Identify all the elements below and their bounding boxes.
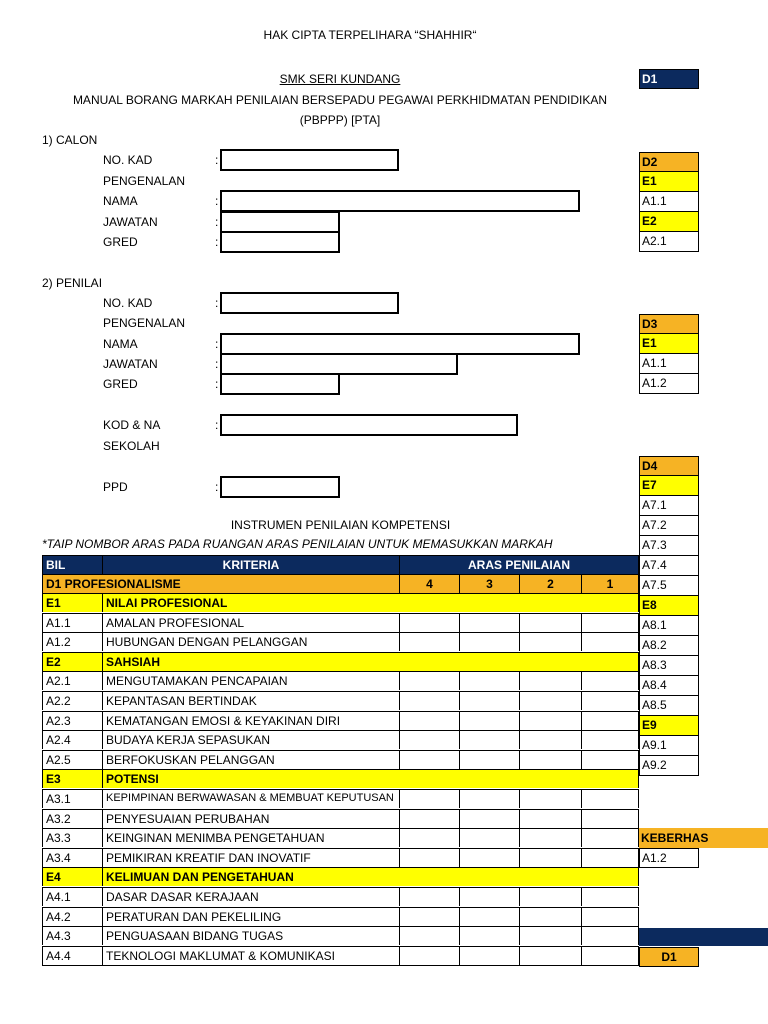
row-code: A2.2 <box>42 691 102 710</box>
criteria-label: TEKNOLOGI MAKLUMAT & KOMUNIKASI <box>102 946 399 965</box>
score-cell-level-4[interactable] <box>399 848 459 867</box>
criteria-label: PENYESUAIAN PERUBAHAN <box>102 809 399 828</box>
penilai-gred-label: GRED <box>103 377 138 391</box>
score-cell-level-3[interactable] <box>459 750 519 769</box>
colon: : <box>215 377 219 391</box>
section-label: POTENSI <box>102 769 639 788</box>
penilai-sekolah-input[interactable] <box>220 414 518 436</box>
score-cell-level-1[interactable] <box>581 828 639 847</box>
side-d2: D2 <box>639 152 699 172</box>
score-cell-level-3[interactable] <box>459 809 519 828</box>
calon-no-kad-input[interactable] <box>220 149 399 171</box>
row-code: A2.3 <box>42 711 102 730</box>
score-cell-level-3[interactable] <box>459 671 519 690</box>
colon: : <box>215 215 219 229</box>
criteria-label: PEMIKIRAN KREATIF DAN INOVATIF <box>102 848 399 867</box>
criteria-label: DASAR DASAR KERAJAAN <box>102 887 399 906</box>
colon: : <box>215 418 219 432</box>
copyright-notice: HAK CIPTA TERPELIHARA “SHAHHIR“ <box>263 28 477 42</box>
penilai-gred-input[interactable] <box>220 373 340 395</box>
col-kriteria-header: KRITERIA <box>102 555 399 574</box>
table-row <box>42 789 639 808</box>
row-code: A2.1 <box>42 671 102 690</box>
section-row <box>42 652 639 671</box>
score-cell-level-3[interactable] <box>459 632 519 651</box>
section-label: NILAI PROFESIONAL <box>102 593 639 612</box>
score-cell-level-4[interactable] <box>399 691 459 710</box>
col-aras-header: ARAS PENILAIAN <box>399 555 639 574</box>
score-cell-level-1[interactable] <box>581 926 639 945</box>
score-cell-level-2[interactable] <box>519 946 581 965</box>
table-row <box>42 613 639 632</box>
table-row <box>42 711 639 730</box>
colon: : <box>215 337 219 351</box>
level-2: 2 <box>519 574 581 593</box>
row-code: A4.4 <box>42 946 102 965</box>
criteria-label: KEPANTASAN BERTINDAK <box>102 691 399 710</box>
colon: : <box>215 480 219 494</box>
score-cell-level-4[interactable] <box>399 613 459 632</box>
score-cell-level-2[interactable] <box>519 828 581 847</box>
side-d4: D4 <box>639 456 699 476</box>
side-e8: E8 <box>639 596 699 616</box>
penilai-sekolah-label: SEKOLAH <box>103 439 160 453</box>
colon: : <box>215 194 219 208</box>
table-row <box>42 730 639 749</box>
score-cell-level-1[interactable] <box>581 613 639 632</box>
score-cell-level-4[interactable] <box>399 926 459 945</box>
domain-label: D1 PROFESIONALISME <box>42 574 399 593</box>
level-1: 1 <box>581 574 639 593</box>
penilai-ppd-input[interactable] <box>220 476 340 498</box>
table-row <box>42 887 639 906</box>
side-a8-3: A8.3 <box>639 656 699 676</box>
side-d1: D1 <box>639 69 699 89</box>
criteria-label: KEINGINAN MENIMBA PENGETAHUAN <box>102 828 399 847</box>
calon-nama-label: NAMA <box>103 194 138 208</box>
penilai-kod-label: KOD & NA <box>103 418 161 432</box>
side-a7-2: A7.2 <box>639 516 699 536</box>
score-cell-level-1[interactable] <box>581 750 639 769</box>
side-a1-2: A1.2 <box>639 374 699 394</box>
side-a7-5: A7.5 <box>639 576 699 596</box>
colon: : <box>215 235 219 249</box>
side-a8-2: A8.2 <box>639 636 699 656</box>
side-a1-1: A1.1 <box>639 192 699 212</box>
score-cell-level-3[interactable] <box>459 691 519 710</box>
score-cell-level-4[interactable] <box>399 828 459 847</box>
criteria-label: KEMATANGAN EMOSI & KEYAKINAN DIRI <box>102 711 399 730</box>
row-code: E3 <box>42 769 102 788</box>
penilai-nama-input[interactable] <box>220 333 580 355</box>
score-cell-level-1[interactable] <box>581 711 639 730</box>
row-code: A3.1 <box>42 789 102 808</box>
table-row <box>42 750 639 769</box>
calon-gred-input[interactable] <box>220 231 340 253</box>
section-row <box>42 867 639 886</box>
score-cell-level-1[interactable] <box>581 946 639 965</box>
side-e7: E7 <box>639 476 699 496</box>
side-a7-1: A7.1 <box>639 496 699 516</box>
row-code: A4.3 <box>42 926 102 945</box>
score-cell-level-1[interactable] <box>581 907 639 926</box>
row-code: A3.2 <box>42 809 102 828</box>
penilai-ppd-label: PPD <box>103 480 128 494</box>
score-cell-level-1[interactable] <box>581 789 639 808</box>
row-code: A3.4 <box>42 848 102 867</box>
instrument-title: INSTRUMEN PENILAIAN KOMPETENSI <box>230 518 451 532</box>
instrument-note: *TAIP NOMBOR ARAS PADA RUANGAN ARAS PENILAIAN UNTUK MEMASUKKAN MARKAH <box>42 537 553 551</box>
penilai-pengenalan-label: PENGENALAN <box>103 316 186 330</box>
row-code: A1.1 <box>42 613 102 632</box>
side-d1-bottom: D1 <box>639 947 699 967</box>
criteria-label: PENGUASAAN BIDANG TUGAS <box>102 926 399 945</box>
criteria-label: PERATURAN DAN PEKELILING <box>102 907 399 926</box>
score-cell-level-2[interactable] <box>519 613 581 632</box>
row-code: A4.1 <box>42 887 102 906</box>
side-e2: E2 <box>639 212 699 232</box>
score-cell-level-3[interactable] <box>459 613 519 632</box>
form-title: MANUAL BORANG MARKAH PENILAIAN BERSEPADU PEGAWAI PERKHIDMATAN PENDIDIKAN <box>72 93 608 107</box>
form-subtitle: (PBPPP) [PTA] <box>299 113 381 127</box>
score-cell-level-2[interactable] <box>519 711 581 730</box>
level-3: 3 <box>459 574 519 593</box>
row-code: E2 <box>42 652 102 671</box>
table-row <box>42 907 639 926</box>
table-header-row <box>42 555 639 574</box>
penilai-jawatan-input[interactable] <box>220 353 458 375</box>
row-code: A2.5 <box>42 750 102 769</box>
score-cell-level-2[interactable] <box>519 730 581 749</box>
school-name: SMK SERI KUNDANG <box>279 72 401 86</box>
side-keberhasilan: KEBERHAS <box>639 828 768 848</box>
score-cell-level-3[interactable] <box>459 711 519 730</box>
score-cell-level-3[interactable] <box>459 926 519 945</box>
score-cell-level-4[interactable] <box>399 671 459 690</box>
score-cell-level-2[interactable] <box>519 809 581 828</box>
score-cell-level-3[interactable] <box>459 907 519 926</box>
colon: : <box>215 357 219 371</box>
penilai-jawatan-label: JAWATAN <box>103 357 158 371</box>
score-cell-level-4[interactable] <box>399 946 459 965</box>
score-cell-level-2[interactable] <box>519 907 581 926</box>
side-a2-1: A2.1 <box>639 232 699 252</box>
colon: : <box>215 296 219 310</box>
table-row <box>42 926 639 945</box>
score-cell-level-2[interactable] <box>519 750 581 769</box>
table-row <box>42 809 639 828</box>
score-cell-level-4[interactable] <box>399 750 459 769</box>
criteria-label: AMALAN PROFESIONAL <box>102 613 399 632</box>
penilai-no-kad-input[interactable] <box>220 292 399 314</box>
criteria-label: BUDAYA KERJA SEPASUKAN <box>102 730 399 749</box>
side-a1-2: A1.2 <box>639 848 699 868</box>
colon: : <box>215 153 219 167</box>
score-cell-level-2[interactable] <box>519 789 581 808</box>
penilai-no-kad-label: NO. KAD <box>103 296 153 310</box>
side-a8-5: A8.5 <box>639 696 699 716</box>
calon-nama-input[interactable] <box>220 190 580 212</box>
side-a9-2: A9.2 <box>639 756 699 776</box>
penilai-heading: 2) PENILAI <box>42 276 103 290</box>
table-row <box>42 671 639 690</box>
score-cell-level-3[interactable] <box>459 887 519 906</box>
score-cell-level-4[interactable] <box>399 907 459 926</box>
score-cell-level-1[interactable] <box>581 848 639 867</box>
table-bottom-border <box>42 965 639 966</box>
score-cell-level-4[interactable] <box>399 887 459 906</box>
score-cell-level-1[interactable] <box>581 691 639 710</box>
side-e9: E9 <box>639 716 699 736</box>
side-e1: E1 <box>639 172 699 192</box>
section-row <box>42 593 639 612</box>
domain-row <box>42 574 639 593</box>
score-cell-level-1[interactable] <box>581 887 639 906</box>
calon-jawatan-label: JAWATAN <box>103 215 158 229</box>
section-row <box>42 769 639 788</box>
score-cell-level-1[interactable] <box>581 632 639 651</box>
side-d3: D3 <box>639 314 699 334</box>
side-a8-4: A8.4 <box>639 676 699 696</box>
side-a8-1: A8.1 <box>639 616 699 636</box>
score-cell-level-4[interactable] <box>399 711 459 730</box>
table-row <box>42 691 639 710</box>
calon-heading: 1) CALON <box>42 133 98 147</box>
side-navy-bar <box>639 928 768 946</box>
level-4: 4 <box>399 574 459 593</box>
score-cell-level-2[interactable] <box>519 887 581 906</box>
row-code: A4.2 <box>42 907 102 926</box>
score-cell-level-1[interactable] <box>581 671 639 690</box>
side-a7-4: A7.4 <box>639 556 699 576</box>
table-row <box>42 828 639 847</box>
criteria-label: MENGUTAMAKAN PENCAPAIAN <box>102 671 399 690</box>
row-code: E1 <box>42 593 102 612</box>
score-cell-level-3[interactable] <box>459 730 519 749</box>
score-cell-level-2[interactable] <box>519 691 581 710</box>
score-cell-level-2[interactable] <box>519 632 581 651</box>
calon-jawatan-input[interactable] <box>220 211 340 233</box>
score-cell-level-2[interactable] <box>519 926 581 945</box>
row-code: A1.2 <box>42 632 102 651</box>
score-cell-level-4[interactable] <box>399 809 459 828</box>
score-cell-level-3[interactable] <box>459 828 519 847</box>
score-cell-level-3[interactable] <box>459 946 519 965</box>
side-a9-1: A9.1 <box>639 736 699 756</box>
criteria-label: HUBUNGAN DENGAN PELANGGAN <box>102 632 399 651</box>
score-cell-level-3[interactable] <box>459 789 519 808</box>
score-cell-level-1[interactable] <box>581 730 639 749</box>
col-bil-header: BIL <box>42 555 102 574</box>
section-label: SAHSIAH <box>102 652 639 671</box>
penilai-nama-label: NAMA <box>103 337 138 351</box>
score-cell-level-2[interactable] <box>519 671 581 690</box>
row-code: A3.3 <box>42 828 102 847</box>
table-row <box>42 946 639 965</box>
table-row <box>42 632 639 651</box>
side-e1: E1 <box>639 334 699 354</box>
score-cell-level-4[interactable] <box>399 789 459 808</box>
calon-gred-label: GRED <box>103 235 138 249</box>
criteria-label: KEPIMPINAN BERWAWASAN & MEMBUAT KEPUTUSAN <box>102 789 399 808</box>
score-cell-level-4[interactable] <box>399 632 459 651</box>
section-label: KELIMUAN DAN PENGETAHUAN <box>102 867 639 886</box>
row-code: E4 <box>42 867 102 886</box>
score-cell-level-4[interactable] <box>399 730 459 749</box>
calon-no-kad-label: NO. KAD <box>103 153 153 167</box>
criteria-label: BERFOKUSKAN PELANGGAN <box>102 750 399 769</box>
calon-pengenalan-label: PENGENALAN <box>103 174 186 188</box>
score-cell-level-3[interactable] <box>459 848 519 867</box>
side-a7-3: A7.3 <box>639 536 699 556</box>
row-code: A2.4 <box>42 730 102 749</box>
table-row <box>42 848 639 867</box>
score-cell-level-2[interactable] <box>519 848 581 867</box>
score-cell-level-1[interactable] <box>581 809 639 828</box>
side-a1-1: A1.1 <box>639 354 699 374</box>
